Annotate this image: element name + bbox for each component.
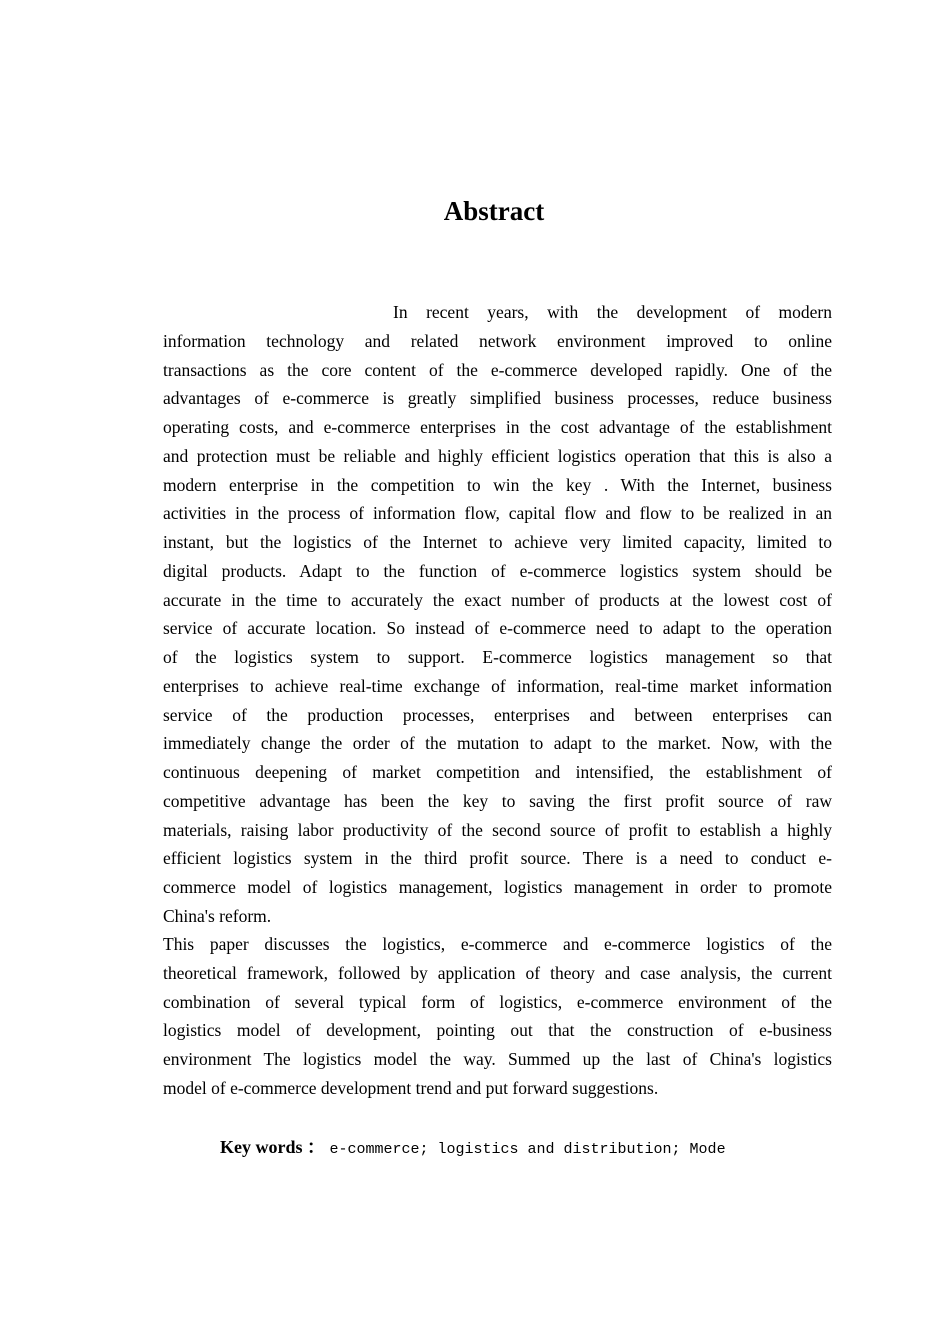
text-line: transactions as the core content of the e-commerce developed rapidly. One of the: [163, 359, 832, 380]
text-line: service of the production processes, enterprises and between enterprises can: [163, 704, 832, 725]
text-line: activities in the process of information flow, capital flow and flow to be realized in an: [163, 503, 832, 524]
page-title: Abstract: [443, 196, 545, 226]
text-line: materials, raising labor productivity of the second source of profit to establish a highly: [163, 819, 832, 840]
text-line: environment The logistics model the way. Summed up the last of China's logistics: [163, 1049, 832, 1069]
text-line: commerce model of logistics management, logistics management in order to promote: [163, 877, 832, 897]
text-line: logistics model of development, pointing out that the construction of e-business: [163, 1020, 832, 1041]
text-line: combination of several typical form of logistics, e-commerce environment of the: [163, 991, 832, 1012]
text-line: of the logistics system to support. E-commerce logistics management so that: [163, 647, 832, 667]
text-line: instant, but the logistics of the Internet to achieve very limited capacity, limited to: [163, 532, 832, 552]
text-line: service of accurate location. So instead of e-commerce need to adapt to the operation: [163, 618, 832, 639]
text-line: advantages of e-commerce is greatly simplified business processes, reduce business: [163, 388, 832, 409]
text-line: enterprises to achieve real-time exchange of information, real-time market information: [163, 675, 832, 696]
text-line: In recent years, with the development of modern: [393, 302, 832, 322]
keywords: [220, 1133, 726, 1159]
text-line: theoretical framework, followed by application of theory and case analysis, the current: [163, 962, 832, 983]
text-line: information technology and related network environment improved to online: [163, 330, 832, 351]
text-line: digital products. Adapt to the function of e-commerce logistics system should be: [163, 560, 832, 581]
text-line: modern enterprise in the competition to win the key . With the Internet, business: [163, 474, 832, 495]
text-line: efficient logistics system in the third profit source. There is a need to conduct e-: [163, 848, 832, 869]
keywords-value: e-commerce; logistics and distribution; Mode: [329, 1141, 726, 1158]
text-line: This paper discusses the logistics, e-commerce and e-commerce logistics of the: [163, 934, 832, 954]
text-line: and protection must be reliable and highly efficient logistics operation that this is also a: [163, 445, 832, 466]
text-line: model of e-commerce development trend and put forward suggestions.: [163, 1077, 659, 1098]
text-line: continuous deepening of market competition and intensified, the establishment of: [163, 762, 832, 782]
text-line: China's reform.: [163, 905, 272, 926]
abstract-paragraph-2: [163, 930, 832, 1103]
keywords-label: Key words ：: [220, 1137, 325, 1157]
text-line: accurate in the time to accurately the exact number of products at the lowest cost of: [163, 589, 832, 610]
abstract-paragraph-1: [163, 298, 832, 931]
text-line: competitive advantage has been the key to saving the first profit source of raw: [163, 790, 832, 811]
text-line: operating costs, and e-commerce enterprises in the cost advantage of the establishment: [163, 417, 832, 437]
text-line: immediately change the order of the mutation to adapt to the market. Now, with the: [163, 733, 832, 754]
